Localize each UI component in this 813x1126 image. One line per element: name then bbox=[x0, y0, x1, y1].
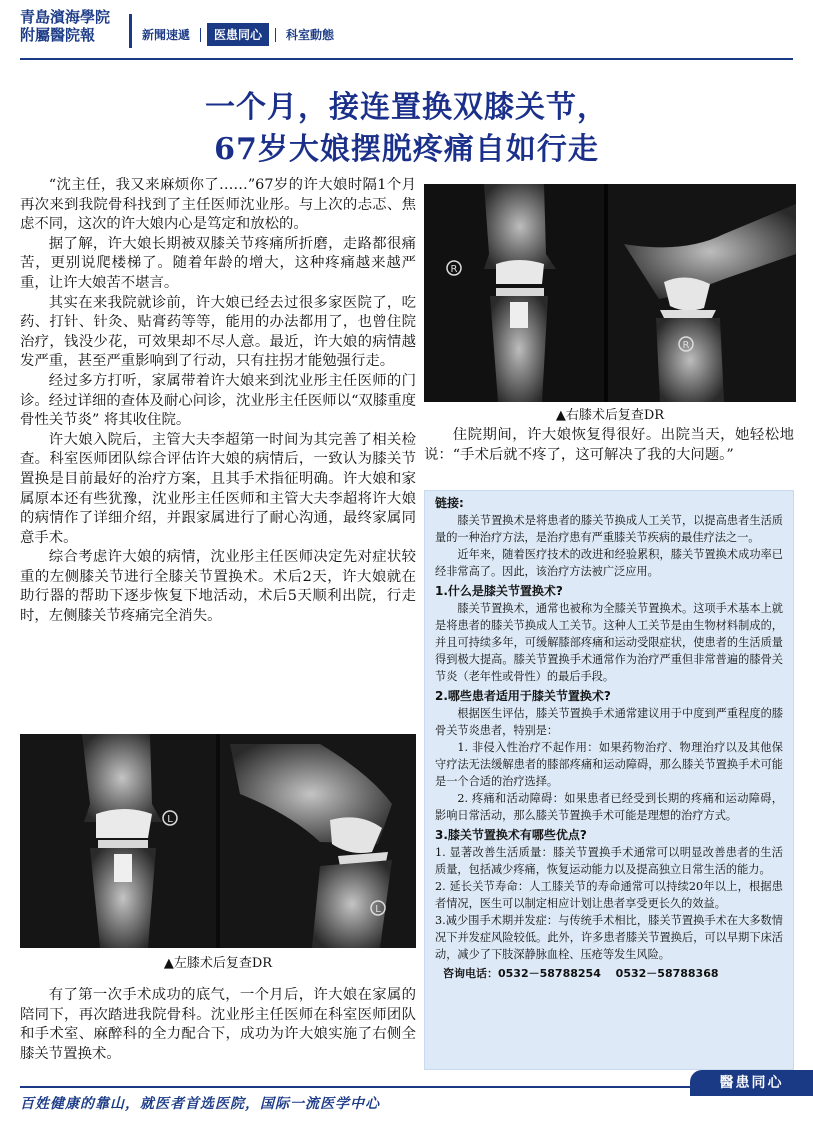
article-paragraph: 许大娘入院后，主管大夫李超第一时间为其完善了相关检查。科室医师团队综合评估许大娘的病情后，一致认为膝关节置换是目前最好的治疗方案，且其手术指征明确。许大娘和家属原本还有些犹豫，沈业彤主任医师和主管大夫李超将许大娘的病情作了详细介绍，并跟家属进行了耐心沟通，最终家属同意手术。 bbox=[20, 431, 416, 546]
article-paragraph: 住院期间，许大娘恢复得很好。出院当天，她轻松地说：“手术后就不疼了，这可解决了我的大问题。” bbox=[424, 427, 794, 463]
nav-divider bbox=[200, 28, 201, 42]
article-paragraph: 经过多方打听，家属带着许大娘来到沈业彤主任医师的门诊。经过详细的查体及耐心问诊，沈业彤主任医师以“双膝重度骨性关节炎” 将其收住院。 bbox=[20, 372, 416, 429]
masthead bbox=[0, 0, 813, 62]
sidebar-paragraph: 膝关节置换术是将患者的膝关节换成人工关节，以提高患者生活质量的一种治疗方法，是治疗患有严重膝关节疾病的最佳疗法之一。 bbox=[435, 514, 783, 544]
section-nav bbox=[138, 23, 338, 46]
article-body-left-bottom bbox=[20, 986, 416, 1064]
xray-marker-l: L bbox=[375, 904, 381, 915]
article-paragraph: 综合考虑许大娘的病情，沈业彤主任医师决定先对症状较重的左侧膝关节进行全膝关节置换术。术后2天，许大娘就在助行器的帮助下逐步恢复下地活动，术后5天顺利出院，行走时，左侧膝关节疼痛完全消失。 bbox=[20, 549, 416, 625]
article-title-line1: 一个月，接连置换双膝关节， bbox=[205, 90, 608, 125]
footer-section-badge: 醫患同心 bbox=[690, 1070, 813, 1096]
footer-rule bbox=[20, 1086, 700, 1088]
nav-divider bbox=[275, 28, 276, 42]
sidebar-list-item: 2. 疼痛和活动障碍：如果患者已经受到长期的疼痛和运动障碍，影响日常活动，那么膝关节置换手术可能是理想的治疗方式。 bbox=[435, 792, 783, 822]
article-paragraph: 有了第一次手术成功的底气，一个月后，许大娘在家属的陪同下，再次踏进我院骨科。沈业彤主任医师在科室医师团队和手术室、麻醉科的全力配合下，成功为许大娘实施了右侧全膝关节置换术。 bbox=[20, 987, 416, 1062]
article-title-line2: 67岁大娘摆脱疼痛自如行走 bbox=[214, 132, 599, 167]
brand-line2: 附屬醫院報 bbox=[20, 26, 96, 44]
sidebar-question-1: 1.什么是膝关节置换术? bbox=[435, 584, 563, 598]
left-xray-caption: ▲左膝术后复查DR bbox=[163, 956, 273, 971]
sidebar-paragraph: 膝关节置换术，通常也被称为全膝关节置换术。这项手术基本上就是将患者的膝关节换成人工关节。这种人工关节是由生物材料制成的，并且可持续多年，可缓解膝部疼痛和运动受限症状，使患者的生活质量得到极大提高。膝关节置换手术通常作为治疗严重但非常普遍的膝骨关节炎（老年性或骨性）的最后手段。 bbox=[435, 602, 783, 683]
sidebar-list-item: 3.减少围手术期并发症：与传统手术相比，膝关节置换手术在大多数情况下并发症风险较低。此外，许多患者膝关节置换后，可以早期下床活动，减少了下肢深静脉血栓、压疮等发生风险。 bbox=[435, 914, 783, 961]
newspaper-brand bbox=[20, 8, 130, 44]
header-rule bbox=[20, 58, 793, 60]
xray-marker-r: R bbox=[450, 264, 458, 275]
xray-marker-l: L bbox=[167, 814, 173, 825]
nav-department[interactable]: 科室動態 bbox=[286, 28, 335, 42]
article-body-right bbox=[424, 426, 794, 465]
footer-slogan: 百姓健康的靠山，就医者首选医院，国际一流医学中心 bbox=[20, 1096, 380, 1112]
left-knee-xray bbox=[20, 734, 416, 948]
right-knee-xray bbox=[424, 184, 796, 402]
brand-divider bbox=[129, 14, 132, 48]
sidebar-list-item: 1. 非侵入性治疗不起作用：如果药物治疗、物理治疗以及其他保守疗法无法缓解患者的膝部疼痛和运动障碍，那么膝关节置换手术可能是一个合适的治疗选择。 bbox=[435, 741, 783, 788]
article-paragraph: 其实在来我院就诊前，许大娘已经去过很多家医院了，吃药、打针、针灸、贴膏药等等，能用的办法都用了，也曾住院治疗，钱没少花，可效果却不尽人意。最近，许大娘的病情越发严重，甚至严重影响到了行动，只有拄拐才能勉强行走。 bbox=[20, 294, 416, 370]
nav-doctor-patient[interactable]: 医患同心 bbox=[207, 23, 269, 46]
sidebar-paragraph: 近年来，随着医疗技术的改进和经验累积，膝关节置换术成功率已经非常高了。因此，该治疗方法被广泛应用。 bbox=[435, 548, 783, 578]
knowledge-sidebar bbox=[424, 490, 794, 1070]
sidebar-question-2: 2.哪些患者适用于膝关节置换术? bbox=[435, 689, 611, 703]
sidebar-paragraph: 根据医生评估，膝关节置换手术通常建议用于中度到严重程度的膝骨关节炎患者，特别是： bbox=[435, 707, 783, 737]
sidebar-question-3: 3.膝关节置换术有哪些优点? bbox=[435, 828, 587, 842]
contact-phone: 咨询电话：0532－58788254 0532－58788368 bbox=[443, 967, 719, 980]
xray-marker-r: R bbox=[682, 340, 690, 351]
sidebar-heading: 链接: bbox=[435, 496, 464, 510]
brand-line1: 青島濱海學院 bbox=[20, 8, 111, 26]
nav-news[interactable]: 新聞速遞 bbox=[142, 28, 191, 42]
article-paragraph: 据了解，许大娘长期被双膝关节疼痛所折磨，走路都很痛苦，更别说爬楼梯了。随着年龄的增大，这种疼痛越来越严重，让许大娘苦不堪言。 bbox=[20, 235, 416, 291]
article-body-left bbox=[20, 176, 416, 627]
article-paragraph: “沈主任，我又来麻烦你了……”67岁的许大娘时隔1个月再次来到我院骨科找到了主任医师沈业彤。与上次的忐忑、焦虑不同，这次的许大娘内心是笃定和放松的。 bbox=[20, 177, 416, 233]
sidebar-list-item: 2. 延长关节寿命：人工膝关节的寿命通常可以持续20年以上，根据患者情况，医生可以制定相应计划让患者享受更长久的效益。 bbox=[435, 880, 783, 910]
right-xray-caption: ▲右膝术后复查DR bbox=[555, 408, 665, 423]
sidebar-list-item: 1. 显著改善生活质量：膝关节置换手术通常可以明显改善患者的生活质量，包括减少疼痛，恢复运动能力以及提高独立日常生活的能力。 bbox=[435, 846, 783, 876]
